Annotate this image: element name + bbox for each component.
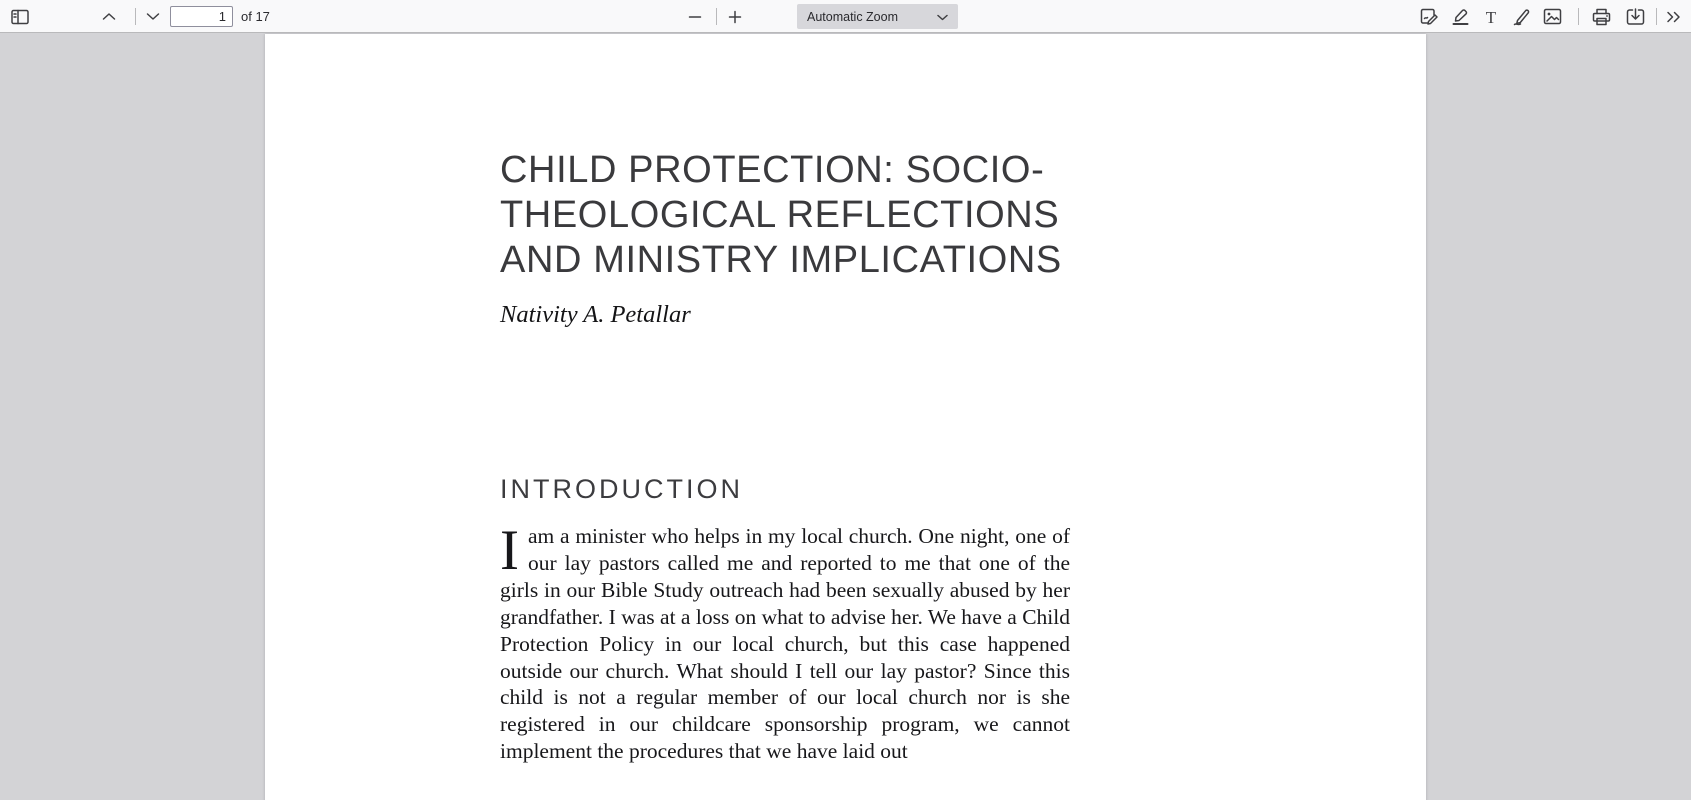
draw-tool-button[interactable] bbox=[1508, 3, 1535, 30]
minus-icon bbox=[688, 10, 702, 24]
document-title bbox=[500, 148, 1200, 283]
page-count-label: of 17 bbox=[241, 9, 270, 24]
pen-icon bbox=[1512, 8, 1531, 26]
toolbar-separator bbox=[1578, 8, 1579, 25]
chevron-down-icon bbox=[937, 10, 948, 24]
zoom-out-button[interactable] bbox=[681, 3, 708, 30]
zoom-level-select[interactable] bbox=[797, 4, 958, 29]
plus-icon bbox=[728, 10, 742, 24]
text-tool-icon bbox=[1482, 8, 1500, 26]
signature-document-icon bbox=[1420, 8, 1439, 26]
section-heading: INTRODUCTION bbox=[500, 474, 743, 504]
toggle-sidebar-button[interactable] bbox=[6, 3, 33, 30]
previous-page-button[interactable] bbox=[95, 3, 122, 30]
toolbar-separator bbox=[716, 8, 717, 25]
document-title-line: CHILD PROTECTION: SOCIO- bbox=[500, 149, 1045, 191]
page-number-input[interactable] bbox=[170, 6, 233, 27]
sidebar-icon bbox=[11, 9, 29, 25]
paragraph-text: am a minister who helps in my local church. One night, one of our lay pastors called me and reported to me that one of the girls in our Bible Study outreach had been sexually abused by her grandfather. I was at a loss on what to advise her. We have a Child Protection Policy in our local church, but this case happened outside our church. What should I tell our lay pastor? Since this child is not a regular member of our local church nor is she registered in our childcare sponsorship program, we cannot implement the procedures that we have laid out bbox=[500, 524, 1070, 764]
body-paragraph bbox=[500, 519, 1070, 765]
add-image-button[interactable] bbox=[1539, 3, 1566, 30]
zoom-level-label: Automatic Zoom bbox=[807, 9, 899, 24]
drop-cap: I bbox=[500, 519, 519, 582]
toolbar-separator bbox=[135, 8, 136, 25]
save-button[interactable] bbox=[1622, 3, 1649, 30]
zoom-in-button[interactable] bbox=[721, 3, 748, 30]
chevron-up-icon bbox=[102, 12, 116, 21]
more-tools-button[interactable] bbox=[1660, 3, 1687, 30]
document-author: Nativity A. Petallar bbox=[500, 301, 691, 328]
svg-text:T: T bbox=[1485, 7, 1496, 26]
printer-icon bbox=[1592, 8, 1611, 26]
double-chevron-right-icon bbox=[1666, 11, 1682, 23]
next-page-button[interactable] bbox=[139, 3, 166, 30]
document-title-line: THEOLOGICAL REFLECTIONS bbox=[500, 194, 1060, 236]
highlight-button[interactable] bbox=[1447, 3, 1474, 30]
pdf-toolbar bbox=[0, 0, 1691, 33]
image-icon bbox=[1543, 8, 1562, 25]
edit-signature-button[interactable] bbox=[1416, 3, 1443, 30]
toolbar-separator bbox=[1656, 8, 1657, 25]
highlighter-icon bbox=[1451, 8, 1470, 26]
download-tray-icon bbox=[1626, 8, 1645, 26]
document-title-line: AND MINISTRY IMPLICATIONS bbox=[500, 239, 1062, 281]
print-button[interactable] bbox=[1588, 3, 1615, 30]
text-tool-button[interactable] bbox=[1477, 3, 1504, 30]
chevron-down-icon bbox=[146, 12, 160, 21]
pdf-page bbox=[265, 34, 1426, 800]
